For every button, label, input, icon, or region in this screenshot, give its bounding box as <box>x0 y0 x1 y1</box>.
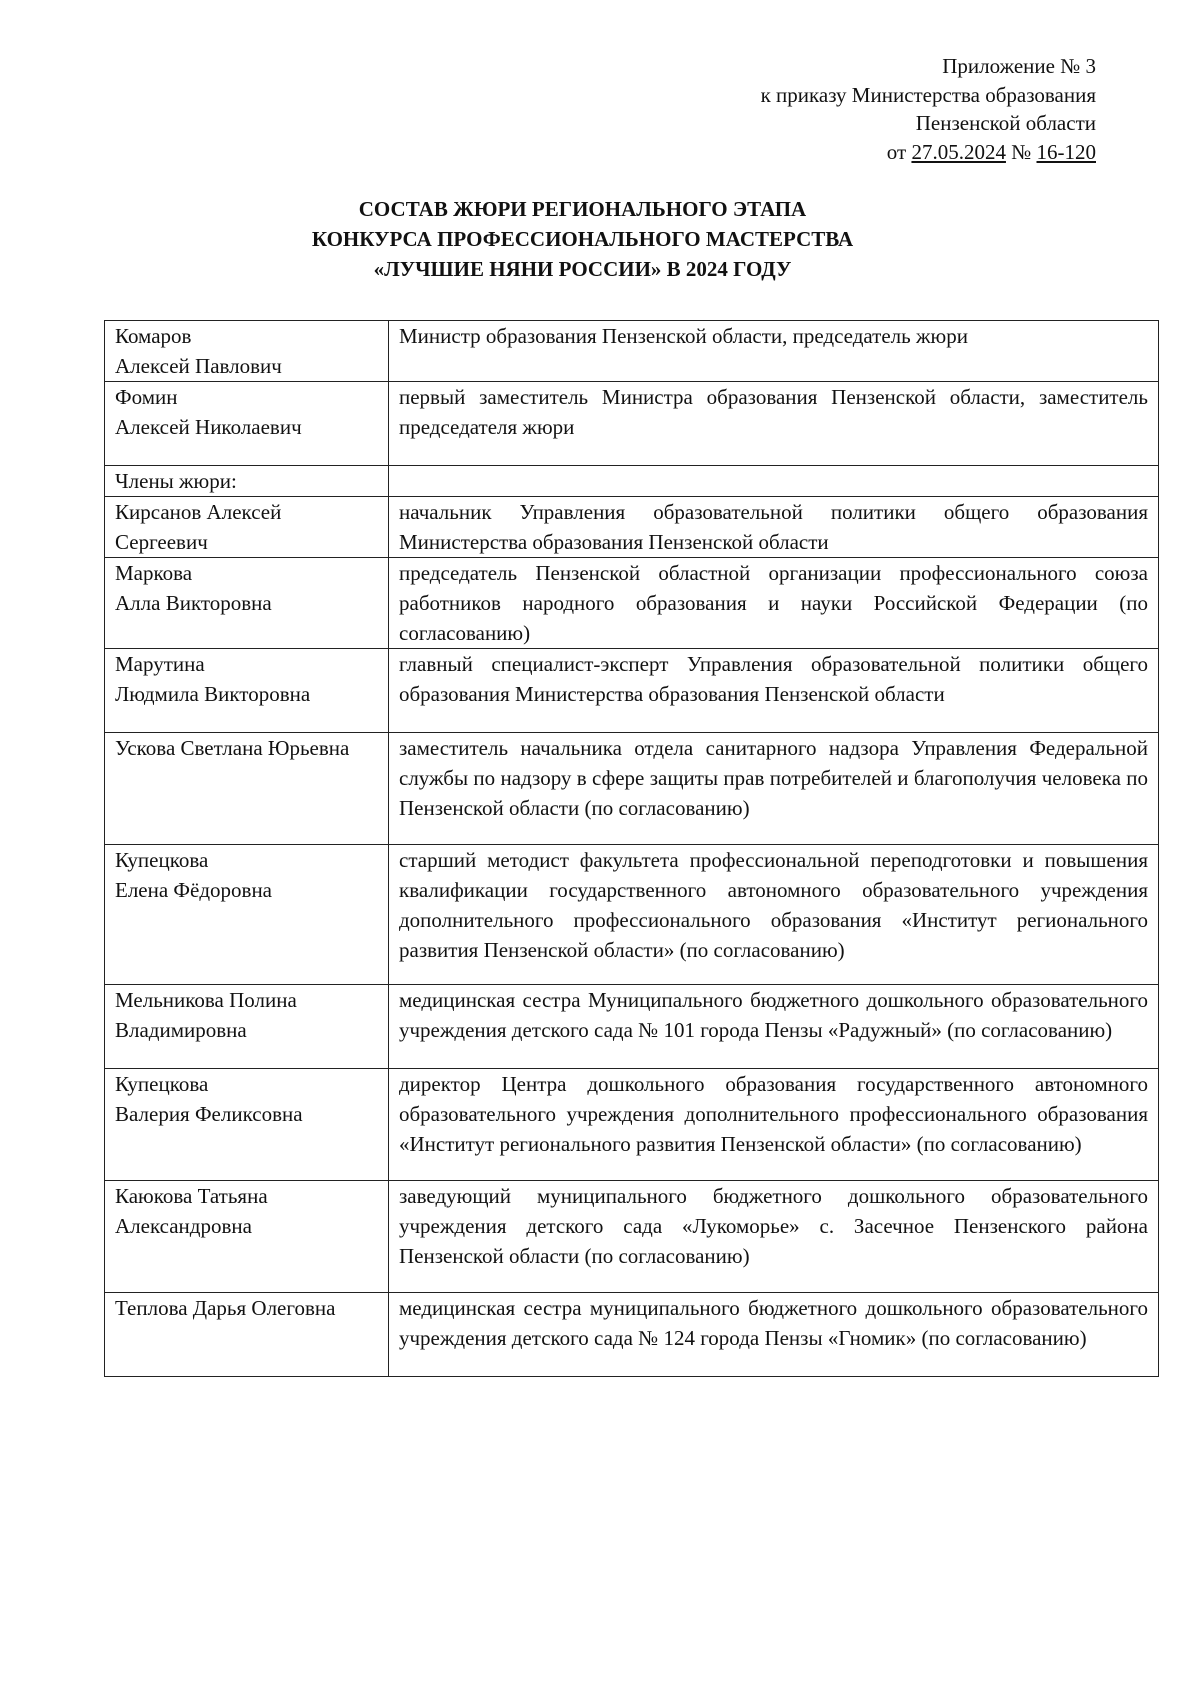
jury-row <box>105 985 1159 1069</box>
order-number: 16-120 <box>1036 139 1096 164</box>
member-name: Мельникова Полина Владимировна <box>105 985 389 1069</box>
appendix-number: Приложение № 3 <box>942 54 1096 78</box>
jury-row <box>105 497 1159 558</box>
member-role: старший методист факультета профессиональной переподготовки и повышения квалификации государственного автономного образовательного учреждения дополнительного профессионального образования «Институт регионального развития Пензенской области» (по согласованию) <box>389 845 1159 985</box>
order-date: 27.05.2024 <box>911 139 1006 164</box>
number-prefix: № <box>1005 139 1037 164</box>
jury-row <box>105 466 1159 497</box>
jury-row <box>105 1181 1159 1293</box>
member-role <box>389 466 1159 497</box>
member-name: Купецкова Елена Фёдоровна <box>105 845 389 985</box>
member-role: главный специалист-эксперт Управления образовательной политики общего образования Министерства образования Пензенской области <box>389 649 1159 733</box>
member-role: медицинская сестра Муниципального бюджетного дошкольного образовательного учреждения детского сада № 101 города Пензы «Радужный» (по согласованию) <box>389 985 1159 1069</box>
member-name: Фомин Алексей Николаевич <box>105 382 389 466</box>
member-name: Ускова Светлана Юрьевна <box>105 733 389 845</box>
jury-table <box>104 320 1159 1377</box>
member-name: Каюкова Татьяна Александровна <box>105 1181 389 1293</box>
order-date-line <box>761 138 1096 167</box>
title-line-3: «ЛУЧШИЕ НЯНИ РОССИИ» В 2024 ГОДУ <box>373 257 792 281</box>
member-role: заместитель начальника отдела санитарного надзора Управления Федеральной службы по надзору в сфере защиты прав потребителей и благополучия человека по Пензенской области (по согласованию) <box>389 733 1159 845</box>
member-name: Комаров Алексей Павлович <box>105 321 389 382</box>
title-line-1: СОСТАВ ЖЮРИ РЕГИОНАЛЬНОГО ЭТАПА <box>358 197 807 221</box>
member-role: первый заместитель Министра образования Пензенской области, заместитель председателя жюри <box>389 382 1159 466</box>
member-name: Члены жюри: <box>105 466 389 497</box>
jury-row <box>105 1069 1159 1181</box>
date-prefix: от <box>886 139 912 164</box>
jury-row <box>105 558 1159 649</box>
member-name: Теплова Дарья Олеговна <box>105 1293 389 1377</box>
appendix-header <box>761 52 1096 166</box>
title-line-2: КОНКУРСА ПРОФЕССИОНАЛЬНОГО МАСТЕРСТВА <box>311 227 854 251</box>
member-role: Министр образования Пензенской области, председатель жюри <box>389 321 1159 382</box>
jury-row <box>105 733 1159 845</box>
jury-row <box>105 382 1159 466</box>
member-name: Кирсанов Алексей Сергеевич <box>105 497 389 558</box>
member-name: Марутина Людмила Викторовна <box>105 649 389 733</box>
member-role: медицинская сестра муниципального бюджетного дошкольного образовательного учреждения детского сада № 124 города Пензы «Гномик» (по согласованию) <box>389 1293 1159 1377</box>
document-title <box>0 194 1165 284</box>
jury-row <box>105 1293 1159 1377</box>
member-name: Маркова Алла Викторовна <box>105 558 389 649</box>
jury-row <box>105 321 1159 382</box>
member-name: Купецкова Валерия Феликсовна <box>105 1069 389 1181</box>
order-reference: к приказу Министерства образования <box>760 82 1096 107</box>
jury-row <box>105 845 1159 985</box>
jury-table-body <box>105 321 1159 1377</box>
member-role: директор Центра дошкольного образования государственного автономного образовательного учреждения дополнительного профессионального образования «Институт регионального развития Пензенской области» (по согласованию) <box>389 1069 1159 1181</box>
region-reference: Пензенской области <box>915 111 1096 135</box>
member-role: начальник Управления образовательной политики общего образования Министерства образования Пензенской области <box>389 497 1159 558</box>
member-role: заведующий муниципального бюджетного дошкольного образовательного учреждения детского сада «Лукоморье» с. Засечное Пензенского района Пензенской области (по согласованию) <box>389 1181 1159 1293</box>
member-role: председатель Пензенской областной организации профессионального союза работников народного образования и науки Российской Федерации (по согласованию) <box>389 558 1159 649</box>
jury-row <box>105 649 1159 733</box>
